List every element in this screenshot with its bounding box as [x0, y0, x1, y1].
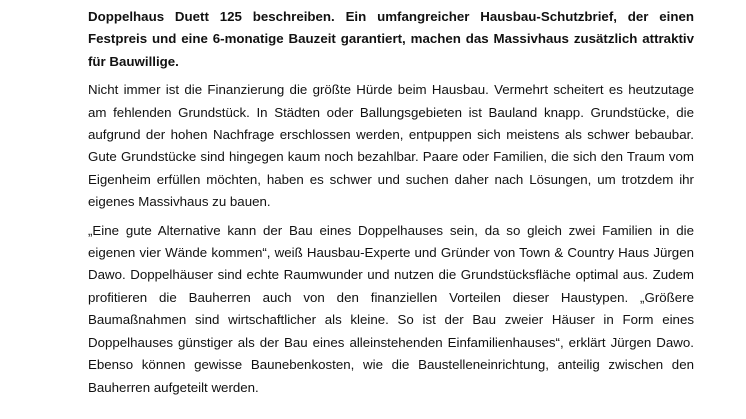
document-page	[88, 6, 694, 405]
body-paragraph-2: „Eine gute Alternative kann der Bau eines Doppelhauses sein, da so gleich zwei Familien in die eigenen vier Wände kommen“, weiß Hausbau-Experte und Gründer von Town & Country Haus Jürgen Dawo. Doppelhäuser sind echte Raumwunder und nutzen die Grundstücksfläche optimal aus. Zudem profitieren die Bauherren auch von den finanziellen Vorteilen dieser Haustypen. „Größere Baumaßnahmen sind wirtschaftlicher als kleine. So ist der Bau zweier Häuser in Form eines Doppelhauses günstiger als der Bau eines alleinstehenden Einfamilienhauses“, erklärt Jürgen Dawo. Ebenso können gewisse Baunebenkosten, wie die Baustelleneinrichtung, anteilig zwischen den Bauherren aufgeteilt werden.	[88, 222, 694, 395]
body-paragraph-1: Nicht immer ist die Finanzierung die größte Hürde beim Hausbau. Vermehrt scheitert es heutzutage am fehlenden Grundstück. In Städten oder Ballungsgebieten ist Bauland knapp. Grundstücke, die aufgrund der hohen Nachfrage erschlossen werden, entpuppen sich meistens als schwer bebaubar. Gute Grundstücke sind hingegen kaum noch bezahlbar. Paare oder Familien, die sich den Traum vom Eigenheim erfüllen möchten, haben es schwer und suchen daher nach Lösungen, um trotzdem ihr eigenes Massivhaus zu bauen.	[88, 82, 694, 210]
lead-paragraph: Doppelhaus Duett 125 beschreiben. Ein umfangreicher Hausbau-Schutzbrief, der einen Festpreis und eine 6-monatige Bauzeit garantiert, machen das Massivhaus zusätzlich attraktiv für Bauwillige.	[88, 9, 694, 69]
